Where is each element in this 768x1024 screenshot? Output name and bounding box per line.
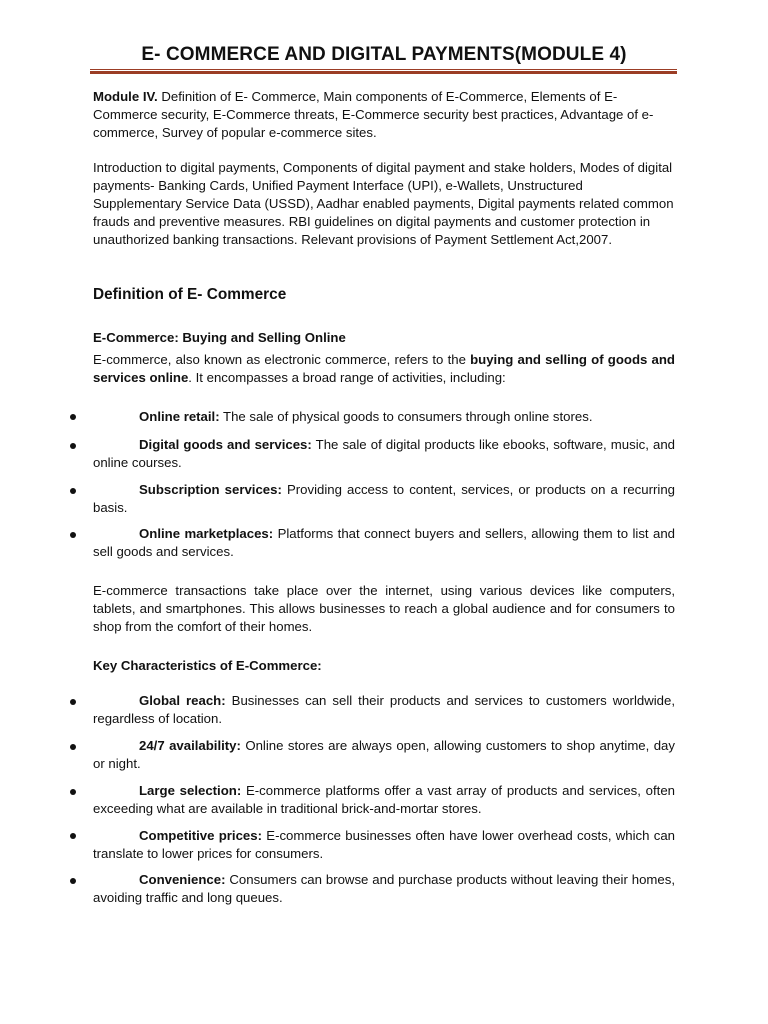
definition-paragraph bbox=[93, 351, 675, 387]
list-item bbox=[93, 481, 675, 517]
bullet-icon bbox=[70, 699, 76, 705]
subheading-buying-selling: E-Commerce: Buying and Selling Online bbox=[93, 330, 346, 345]
title-rule-thin bbox=[90, 69, 677, 70]
bullet-icon bbox=[70, 488, 76, 494]
list-item-text: The sale of digital products like ebooks, software, music, and online courses. bbox=[93, 437, 676, 470]
subheading-key-characteristics: Key Characteristics of E-Commerce: bbox=[93, 658, 322, 673]
bullet-icon bbox=[70, 414, 76, 420]
list-item bbox=[93, 525, 675, 561]
bullet-icon bbox=[70, 443, 76, 449]
list-item-text: Platforms that connect buyers and sellers, allowing them to list and sell goods and services. bbox=[93, 526, 675, 559]
list-item-term: Global reach: bbox=[139, 693, 226, 708]
list-item-term: Digital goods and services: bbox=[139, 437, 312, 452]
definition-bold: buying and selling of goods and services online bbox=[93, 352, 675, 385]
list-item bbox=[93, 782, 675, 818]
list-item bbox=[93, 827, 675, 863]
bullet-icon bbox=[70, 532, 76, 538]
list-item-text: Consumers can browse and purchase products without leaving their homes, avoiding traffic and long queues. bbox=[93, 872, 675, 905]
definition-pre: E-commerce, also known as electronic commerce, refers to the bbox=[93, 352, 471, 367]
list-item-text: Online stores are always open, allowing customers to shop anytime, day or night. bbox=[93, 738, 675, 771]
list-item-text: Businesses can sell their products and services to customers worldwide, regardless of location. bbox=[93, 693, 675, 726]
list-item-term: Online retail: bbox=[139, 409, 220, 424]
section-heading: Definition of E- Commerce bbox=[93, 286, 287, 303]
definition-post: . It encompasses a broad range of activities, including: bbox=[188, 370, 506, 385]
module-label: Module IV. bbox=[93, 89, 158, 104]
list-item bbox=[93, 692, 675, 728]
title-rule-thick bbox=[90, 71, 677, 74]
list-item bbox=[93, 408, 675, 426]
list-item-text: Providing access to content, services, or products on a recurring basis. bbox=[93, 482, 675, 515]
transactions-paragraph: E-commerce transactions take place over the internet, using various devices like computers, tablets, and smartphones. This allows businesses to reach a global audience and for consumers to shop from the comfort of their homes. bbox=[93, 583, 675, 634]
list-item bbox=[93, 436, 675, 472]
list-item-term: Competitive prices: bbox=[139, 828, 262, 843]
module-paragraph bbox=[93, 88, 675, 142]
list-item bbox=[93, 737, 675, 773]
bullet-icon bbox=[70, 833, 76, 839]
list-item-text: E-commerce platforms offer a vast array of products and services, often exceeding what are available in traditional brick-and-mortar stores. bbox=[93, 783, 675, 816]
module-text: Definition of E- Commerce, Main components of E-Commerce, Elements of E-Commerce security, E-Commerce threats, E-Commerce security best practices, Advantage of e-commerce, Survey of popular e-commerce sites. bbox=[93, 89, 654, 140]
bullet-icon bbox=[70, 789, 76, 795]
bullet-icon bbox=[70, 744, 76, 750]
page-title: E- COMMERCE AND DIGITAL PAYMENTS(MODULE 4) bbox=[141, 44, 627, 65]
list-item-text: E-commerce businesses often have lower overhead costs, which can translate to lower prices for consumers. bbox=[93, 828, 676, 861]
list-item-term: Online marketplaces: bbox=[139, 526, 274, 541]
bullet-icon bbox=[70, 878, 76, 884]
list-item-text: The sale of physical goods to consumers through online stores. bbox=[219, 409, 593, 424]
list-item-term: Convenience: bbox=[139, 872, 226, 887]
list-item-term: 24/7 availability: bbox=[139, 738, 241, 753]
list-item-term: Large selection: bbox=[139, 783, 242, 798]
list-item-term: Subscription services: bbox=[139, 482, 282, 497]
intro-paragraph: Introduction to digital payments, Components of digital payment and stake holders, Modes of digital payments- Banking Cards, Unified Payment Interface (UPI), e-Wallets, Unstructured Supplementary Service Data (USSD), Aadhar enabled payments, Digital payments related common frauds and preventive measures. RBI guidelines on digital payments and customer protection in unauthorized banking transactions. Relevant provisions of Payment Settlement Act,2007. bbox=[93, 160, 674, 247]
list-item bbox=[93, 871, 675, 907]
